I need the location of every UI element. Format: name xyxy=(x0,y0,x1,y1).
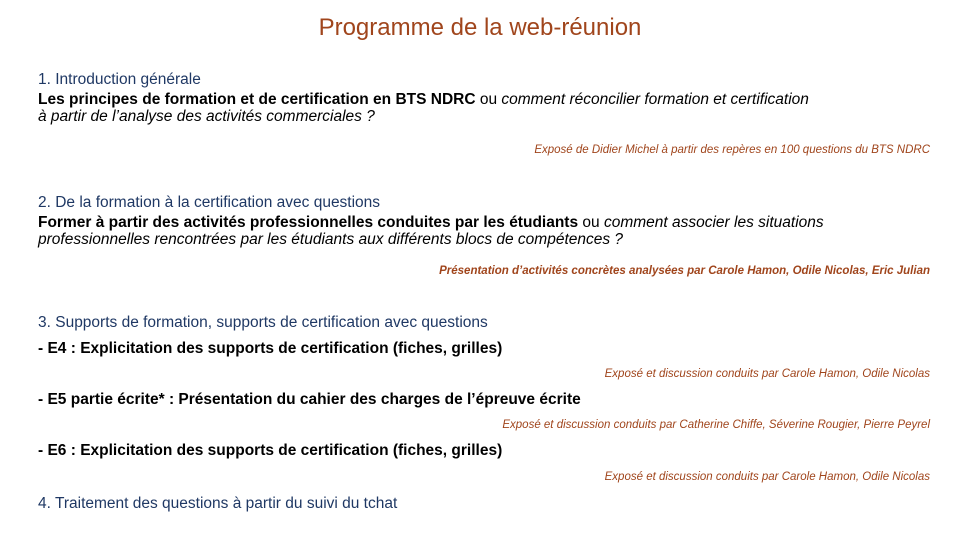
section-1-bold-text: Les principes de formation et de certification en BTS NDRC xyxy=(38,91,476,108)
section-1-continuation: à partir de l’analyse des activités commerciales ? xyxy=(38,108,375,125)
section-2-title: 2. De la formation à la certification xyxy=(38,194,273,211)
section-1-title: 1. Introduction générale xyxy=(38,71,201,88)
section-3-title: 3. Supports de formation, supports de certification xyxy=(38,314,381,331)
e4-credit: Exposé et discussion conduits par Carole Hamon, Odile Nicolas xyxy=(604,368,930,380)
section-2-ou: ou xyxy=(578,214,604,231)
e5-item: - E5 partie écrite* : Présentation du cahier des charges de l’épreuve écrite xyxy=(38,391,581,408)
section-2-title-suffix: avec questions xyxy=(272,194,381,211)
e6-item: - E6 : Explicitation des supports de certification (fiches, grilles) xyxy=(38,442,503,459)
section-3 xyxy=(38,313,938,359)
section-4-title-suffix: à partir du suivi du tchat xyxy=(228,495,398,512)
section-1-ou: ou xyxy=(475,91,502,108)
page-title: Programme de la web-réunion xyxy=(318,14,642,41)
section-1-italic-text: comment réconcilier formation et certification xyxy=(501,91,809,108)
section-1-line xyxy=(38,90,938,110)
section-1-heading xyxy=(38,70,938,90)
section-1-credit: Exposé de Didier Michel à partir des repères en 100 questions du BTS NDRC xyxy=(534,144,930,156)
section-2-heading xyxy=(38,193,938,213)
section-2-line xyxy=(38,213,938,233)
section-1 xyxy=(38,70,938,124)
section-4-heading xyxy=(38,494,938,514)
section-4-title: 4. Traitement des questions xyxy=(38,495,229,512)
section-3-title-suffix: avec questions xyxy=(380,314,488,331)
section-2 xyxy=(38,193,938,247)
e6-credit: Exposé et discussion conduits par Carole Hamon, Odile Nicolas xyxy=(604,471,930,483)
section-3-heading xyxy=(38,313,938,333)
section-2-credit: Présentation d’activités concrètes analysées par Carole Hamon, Odile Nicolas, Eric Julian xyxy=(439,265,930,277)
e4-item: - E4 : Explicitation des supports de certification (fiches, grilles) xyxy=(38,340,503,357)
section-2-italic-text: comment associer les situations xyxy=(603,214,824,231)
section-4 xyxy=(38,494,938,514)
section-2-continuation: professionnelles rencontrées par les étudiants aux différents blocs de compétences ? xyxy=(38,231,624,248)
section-2-bold-text: Former à partir des activités professionnelles conduites par les étudiants xyxy=(38,214,579,231)
e5-credit: Exposé et discussion conduits par Catherine Chiffe, Séverine Rougier, Pierre Peyrel xyxy=(502,419,930,431)
